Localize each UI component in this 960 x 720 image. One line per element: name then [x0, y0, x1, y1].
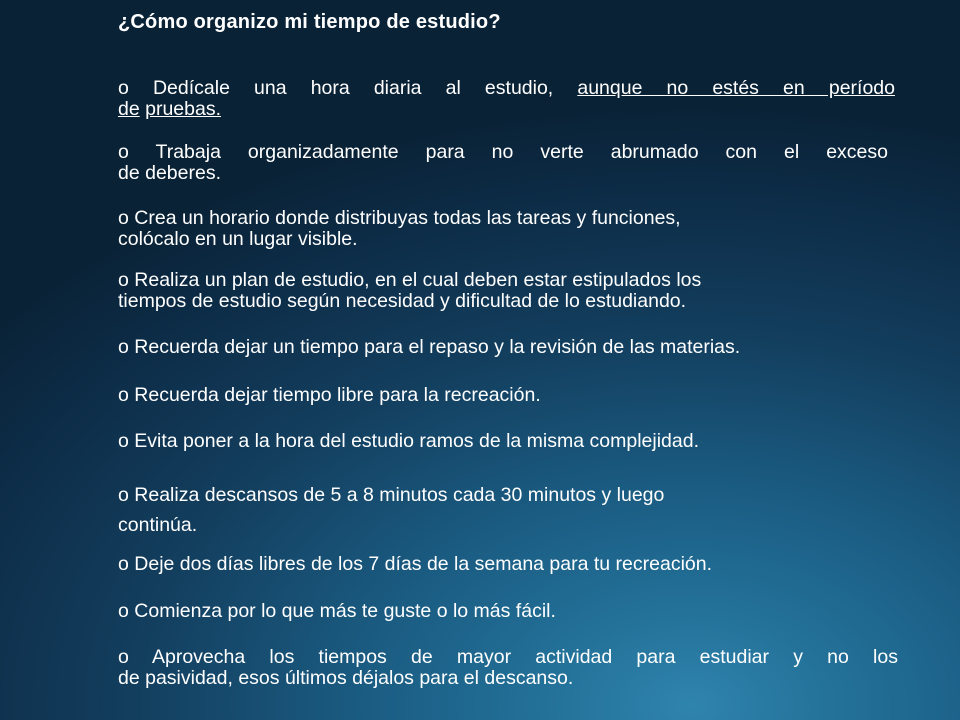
- list-item-line: [118, 142, 888, 163]
- list-item-underlined-text: pruebas.: [145, 98, 222, 120]
- list-item-line: [118, 337, 740, 358]
- list-item-line: tiempos de estudio según necesidad y dificultad de lo estudiando.: [118, 290, 687, 312]
- list-item: [118, 270, 701, 312]
- list-item: [118, 208, 681, 250]
- bullet-icon: o: [118, 207, 129, 229]
- bullet-icon: o: [118, 484, 129, 506]
- list-item-line: [118, 208, 681, 229]
- list-item-line: [118, 601, 556, 622]
- bullet-icon: o: [118, 600, 129, 622]
- list-item-text: Comienza por lo que más te guste o lo más fácil.: [128, 600, 556, 622]
- list-item: [118, 601, 556, 622]
- list-item: [118, 337, 740, 358]
- list-item-line: [118, 480, 664, 510]
- list-item-text: Deje dos días libres de los 7 días de la semana para tu recreación.: [128, 553, 713, 575]
- list-item-text: Evita poner a la hora del estudio ramos de la misma complejidad.: [128, 430, 699, 452]
- list-item: [118, 554, 712, 575]
- list-item-text: Crea un horario donde distribuyas todas las tareas y funciones,: [128, 207, 681, 229]
- list-item-line: [118, 647, 898, 668]
- list-item-text: Aprovecha los tiempos de mayor actividad para estudiar y no los: [128, 646, 898, 668]
- page-title: ¿Cómo organizo mi tiempo de estudio?: [118, 11, 501, 33]
- list-item-text: Realiza descansos de 5 a 8 minutos cada 30 minutos y luego: [128, 484, 665, 506]
- list-item-line: [118, 431, 699, 452]
- bullet-icon: o: [118, 646, 129, 668]
- list-item: [118, 480, 664, 540]
- bullet-icon: o: [118, 384, 129, 406]
- bullet-icon: o: [118, 77, 129, 99]
- bullet-icon: o: [118, 336, 129, 358]
- list-item: [118, 647, 898, 689]
- list-item-text: Recuerda dejar un tiempo para el repaso y la revisión de las materias.: [128, 336, 741, 358]
- list-item: [118, 385, 541, 406]
- bullet-icon: o: [118, 269, 129, 291]
- list-item: [118, 142, 888, 184]
- list-item-text: Trabaja organizadamente para no verte abrumado con el exceso: [128, 141, 888, 163]
- list-item-line: de pasividad, esos últimos déjalos para el descanso.: [118, 667, 574, 689]
- list-item-line: [118, 270, 701, 291]
- list-item-line: [118, 99, 895, 120]
- list-item-line: colócalo en un lugar visible.: [118, 228, 358, 250]
- list-item-line: continúa.: [118, 514, 198, 536]
- list-item-underlined-text: de: [118, 98, 140, 120]
- list-item-text: Dedícale una hora diaria al estudio,: [128, 77, 578, 99]
- list-item-line: [118, 554, 712, 575]
- bullet-icon: o: [118, 430, 129, 452]
- list-item-text: Realiza un plan de estudio, en el cual deben estar estipulados los: [128, 269, 702, 291]
- list-item: [118, 78, 895, 120]
- list-item: [118, 431, 699, 452]
- list-item-line: [118, 78, 895, 99]
- list-item-line: [118, 385, 541, 406]
- list-item-text: Recuerda dejar tiempo libre para la recreación.: [128, 384, 541, 406]
- bullet-icon: o: [118, 141, 129, 163]
- list-item-line: de deberes.: [118, 162, 221, 184]
- bullet-icon: o: [118, 553, 129, 575]
- list-item-underlined-text: aunque no estés en período: [577, 77, 895, 99]
